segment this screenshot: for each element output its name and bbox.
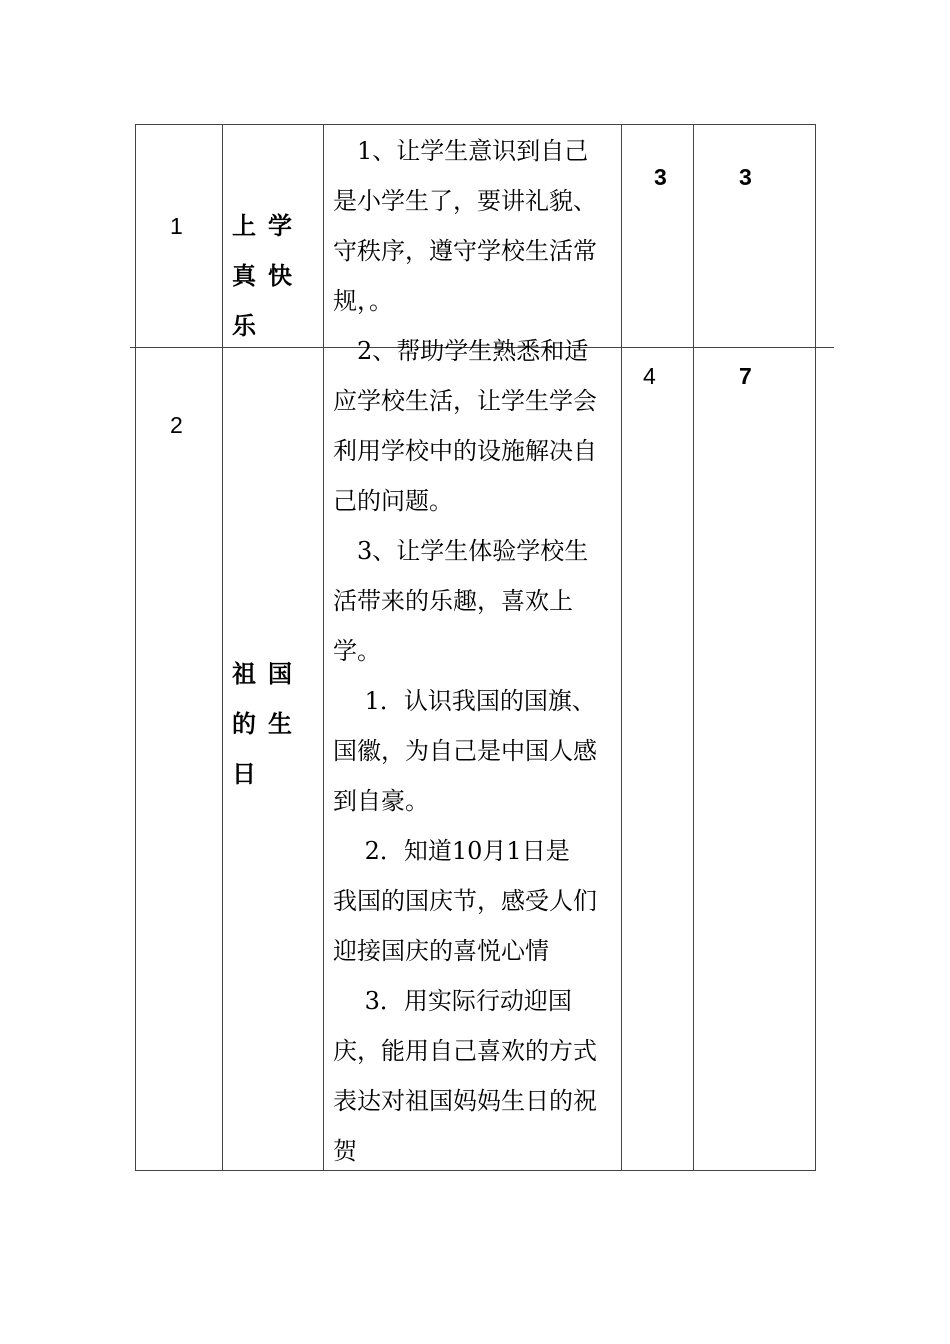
content-line: 应学校生活，让学生学会 — [333, 387, 597, 415]
content-line: 己的问题。 — [333, 487, 453, 515]
row-1-title-line-2: 真快 — [232, 262, 304, 290]
content-line: 贺 — [333, 1137, 357, 1165]
content-line: 3．用实际行动迎国 — [333, 987, 572, 1015]
row-1-title — [232, 201, 304, 351]
content-line: 学。 — [333, 637, 381, 665]
content-line: 守秩序，遵守学校生活常 — [333, 237, 597, 265]
content-line: 1、让学生意识到自己 — [333, 137, 589, 165]
row-2-title-line-3: 日 — [232, 760, 268, 788]
table-right-border — [815, 124, 816, 1171]
row-2-title — [232, 649, 304, 799]
content-line: 庆，能用自己喜欢的方式 — [333, 1037, 597, 1065]
content-line: 国徽，为自己是中国人感 — [333, 737, 597, 765]
column-divider-3 — [621, 124, 622, 1171]
content-line: 1．认识我国的国旗、 — [333, 687, 596, 715]
table-left-border — [135, 124, 136, 1171]
row-1-title-line-3: 乐 — [232, 312, 268, 340]
row-1-title-line-1: 上学 — [232, 212, 304, 240]
objectives-text — [333, 126, 619, 1176]
content-line: 3、让学生体验学校生 — [333, 537, 589, 565]
content-line: 是小学生了，要讲礼貌、 — [333, 187, 597, 215]
table-top-border — [135, 124, 816, 125]
column-divider-2 — [323, 124, 324, 1171]
row-1-col4: 3 — [654, 164, 667, 190]
content-line: 2．知道10月1日是 — [333, 837, 570, 865]
row-2-col4: 4 — [643, 363, 656, 389]
content-line: 利用学校中的设施解决自 — [333, 437, 597, 465]
column-divider-1 — [222, 124, 223, 1171]
content-line: 我国的国庆节，感受人们 — [333, 887, 597, 915]
row-2-col5: 7 — [739, 363, 752, 389]
row-1-col5: 3 — [739, 164, 752, 190]
row-2-title-line-2: 的生 — [232, 710, 304, 738]
content-line: 活带来的乐趣，喜欢上 — [333, 587, 573, 615]
content-line: 规，。 — [333, 287, 393, 315]
column-divider-4 — [693, 124, 694, 1171]
row-2-index: 2 — [170, 412, 183, 438]
content-line: 到自豪。 — [333, 787, 429, 815]
row-1-index: 1 — [170, 213, 183, 239]
content-line: 表达对祖国妈妈生日的祝 — [333, 1087, 597, 1115]
content-line: 2、帮助学生熟悉和适 — [333, 337, 589, 365]
row-2-title-line-1: 祖国 — [232, 660, 304, 688]
content-line: 迎接国庆的喜悦心情 — [333, 937, 549, 965]
